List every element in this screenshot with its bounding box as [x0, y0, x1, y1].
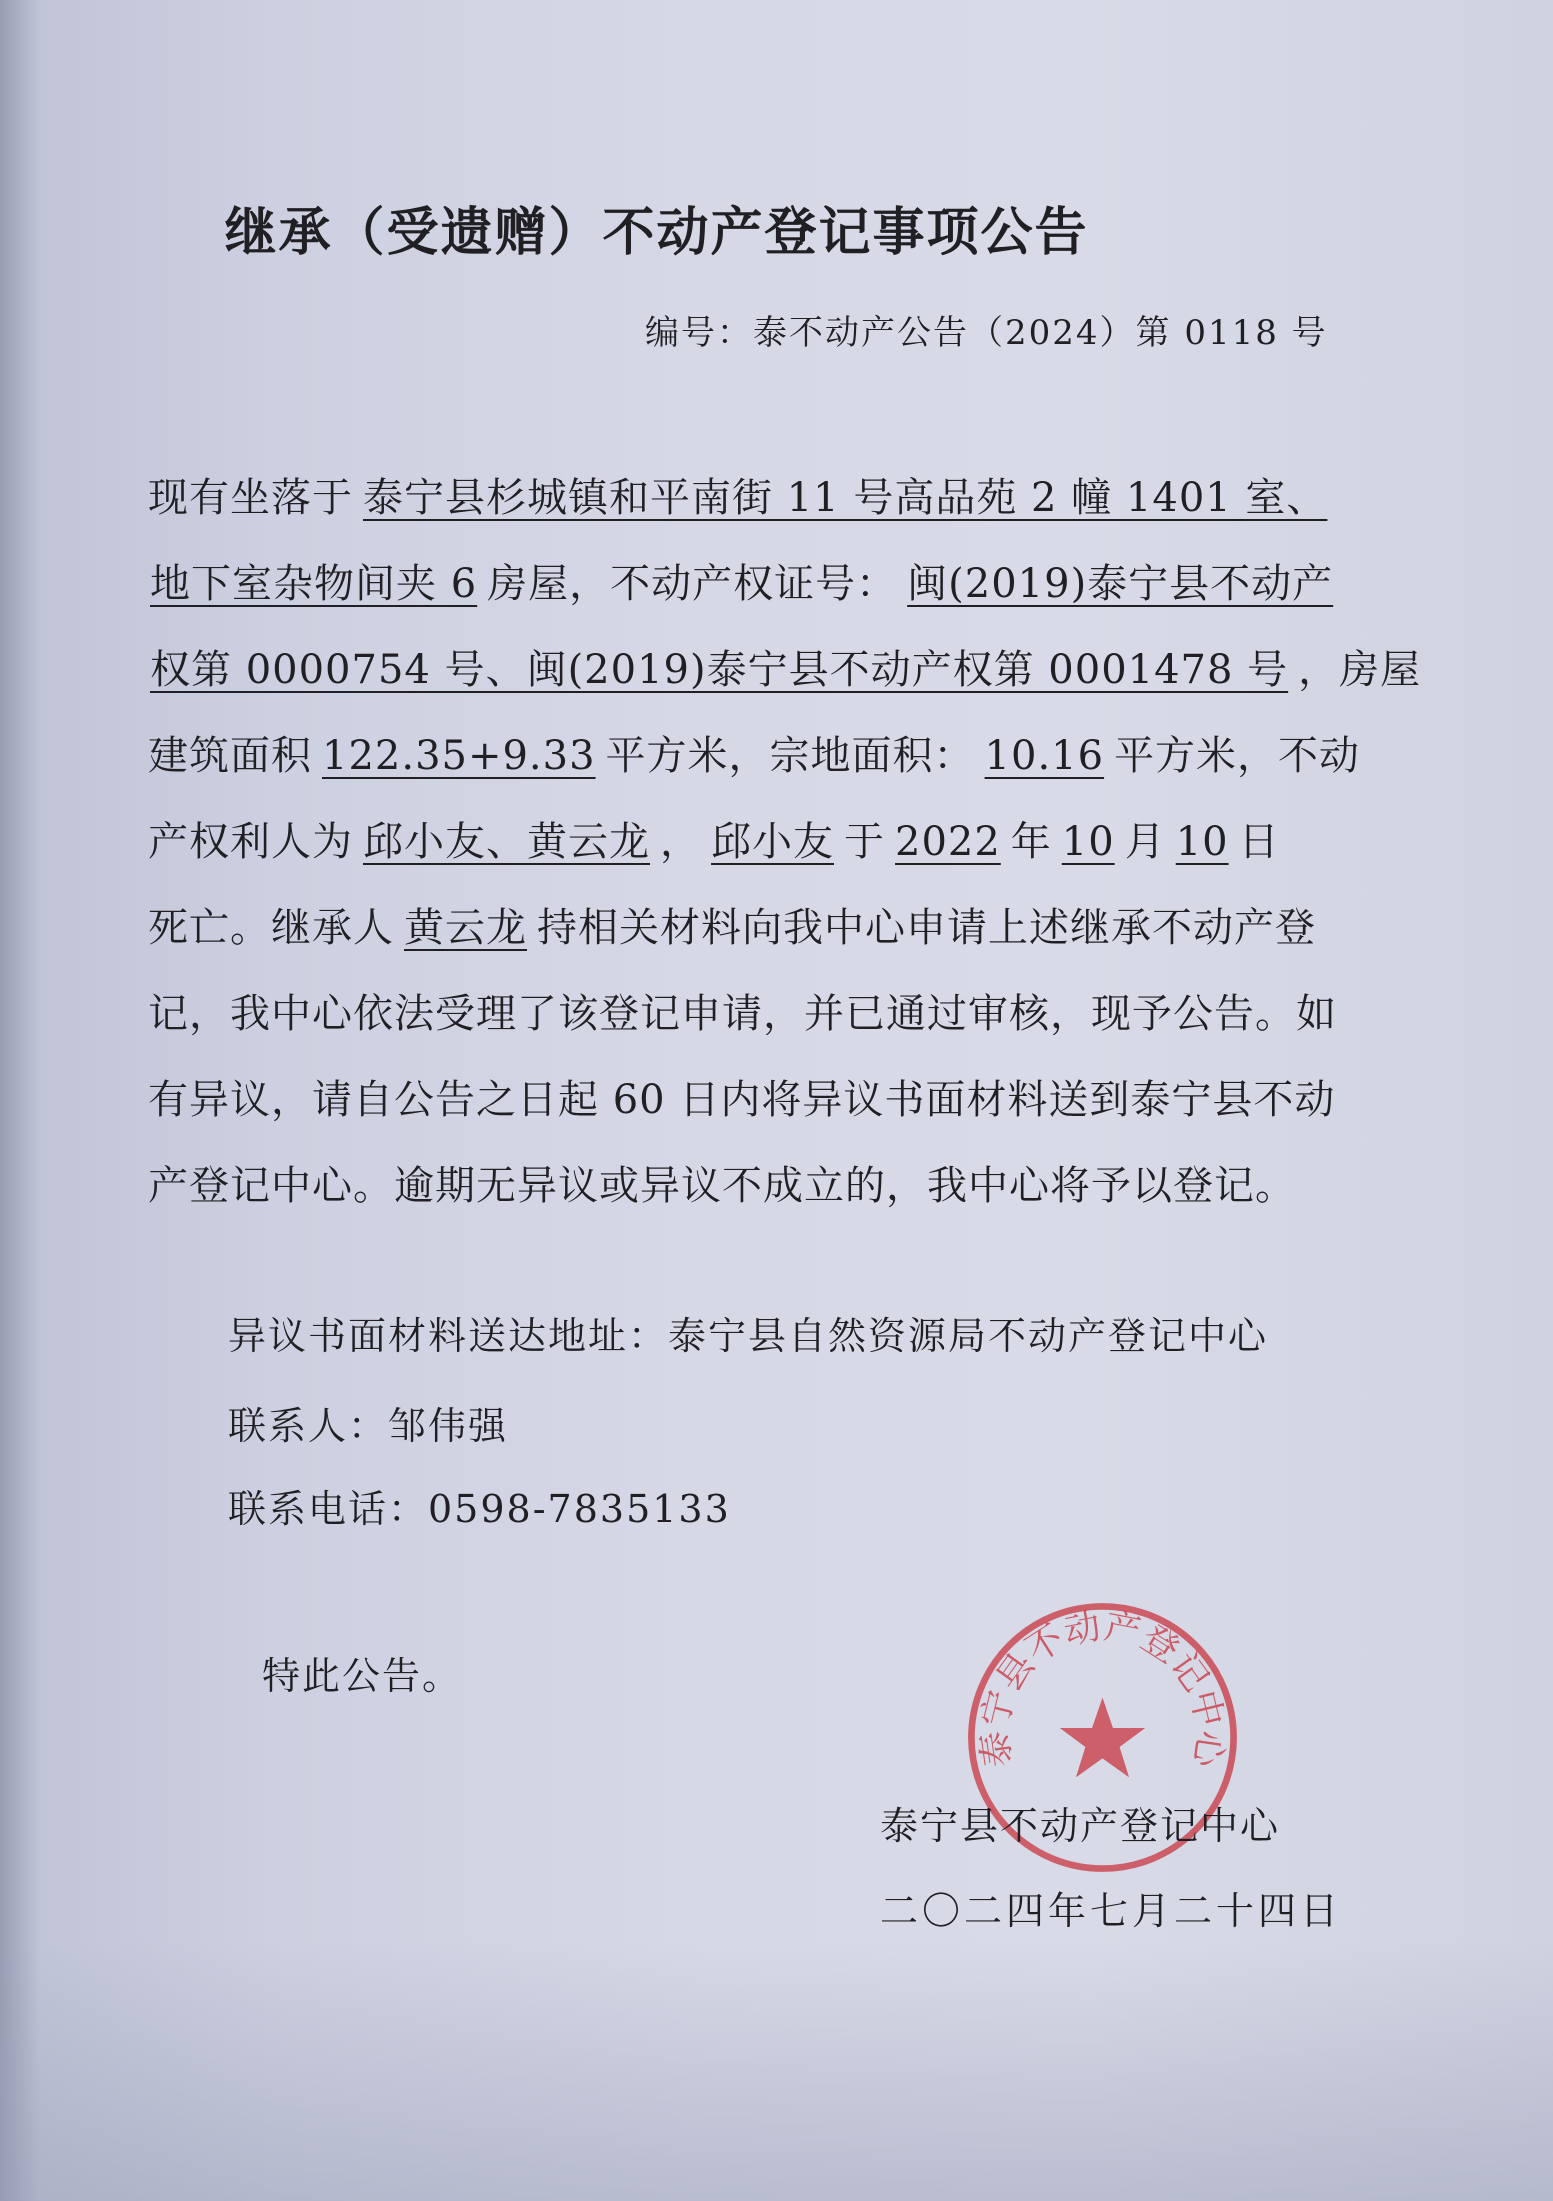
paper-shadow-left — [0, 0, 40, 2201]
star-icon — [1060, 1698, 1146, 1778]
seal-text-path: 泰宁县不动产登记中心 — [973, 1604, 1232, 1770]
body-line-7: 记，我中心依法受理了该登记申请，并已通过审核，现予公告。如 — [148, 991, 1337, 1037]
body-line-3 — [140, 627, 1422, 713]
text-fragment: 产权利人为 — [148, 819, 353, 865]
issuing-organization: 泰宁县不动产登记中心 — [880, 1804, 1281, 1848]
body-line-8: 有异议，请自公告之日起 60 日内将异议书面材料送到泰宁县不动 — [148, 1077, 1336, 1123]
contact-person: 联系人：邹伟强 — [228, 1404, 509, 1448]
text-fragment: 平方米，不动 — [1114, 733, 1361, 779]
text-fragment: 于 — [844, 819, 885, 865]
document-number: 编号：泰不动产公告（2024）第 0118 号 — [645, 313, 1328, 353]
land-area: 10.16 — [984, 733, 1105, 779]
objection-address: 异议书面材料送达地址：泰宁县自然资源局不动产登记中心 — [228, 1314, 1269, 1358]
body-line-1 — [148, 455, 1380, 541]
text-fragment: 建筑面积 — [148, 733, 312, 779]
text-fragment: 日 — [1238, 819, 1280, 865]
death-day: 10 — [1175, 819, 1229, 865]
body-line-5 — [148, 799, 1380, 885]
certificate-number-cont: 权第 0000754 号、闽(2019)泰宁县不动产权第 0001478 号 — [150, 647, 1289, 693]
text-fragment: 月 — [1124, 819, 1166, 865]
property-address: 泰宁县杉城镇和平南街 11 号高品苑 2 幢 1401 室、 — [363, 475, 1328, 521]
body-line-6 — [148, 885, 1380, 971]
text-fragment: 年 — [1010, 819, 1052, 865]
text-fragment: 现有坐落于 — [148, 475, 353, 521]
death-year: 2022 — [895, 819, 1001, 865]
closing-statement: 特此公告。 — [262, 1654, 463, 1698]
title-text: 继承（受遗赠）不动产登记事项公告 — [224, 203, 1089, 263]
heir-name: 黄云龙 — [404, 905, 527, 951]
text-fragment: 平方米，宗地面积： — [605, 733, 975, 779]
issue-date: 二〇二四年七月二十四日 — [880, 1889, 1343, 1933]
body-line-4 — [148, 713, 1380, 799]
text-fragment: 持相关材料向我中心申请上述继承不动产登 — [537, 905, 1316, 951]
text-fragment: 房屋，不动产权证号： — [487, 561, 898, 607]
certificate-number: 闽(2019)泰宁县不动产 — [907, 561, 1334, 607]
text-fragment: ， — [660, 819, 701, 865]
text-fragment: 死亡。继承人 — [148, 905, 394, 951]
death-month: 10 — [1061, 819, 1115, 865]
document-title — [0, 190, 1553, 265]
property-address-cont: 地下室杂物间夹 6 — [150, 561, 478, 607]
contact-phone: 联系电话：0598-7835133 — [228, 1487, 731, 1531]
body-line-9: 产登记中心。逾期无异议或异议不成立的，我中心将予以登记。 — [148, 1163, 1296, 1209]
notice-body — [148, 455, 1422, 1229]
body-line-2 — [140, 541, 1380, 627]
right-holders: 邱小友、黄云龙 — [363, 819, 650, 865]
building-area: 122.35+9.33 — [322, 733, 596, 779]
text-fragment: ，房屋 — [1298, 647, 1422, 693]
deceased-name: 邱小友 — [711, 819, 834, 865]
paper-shadow-bottom — [0, 1941, 1553, 2201]
